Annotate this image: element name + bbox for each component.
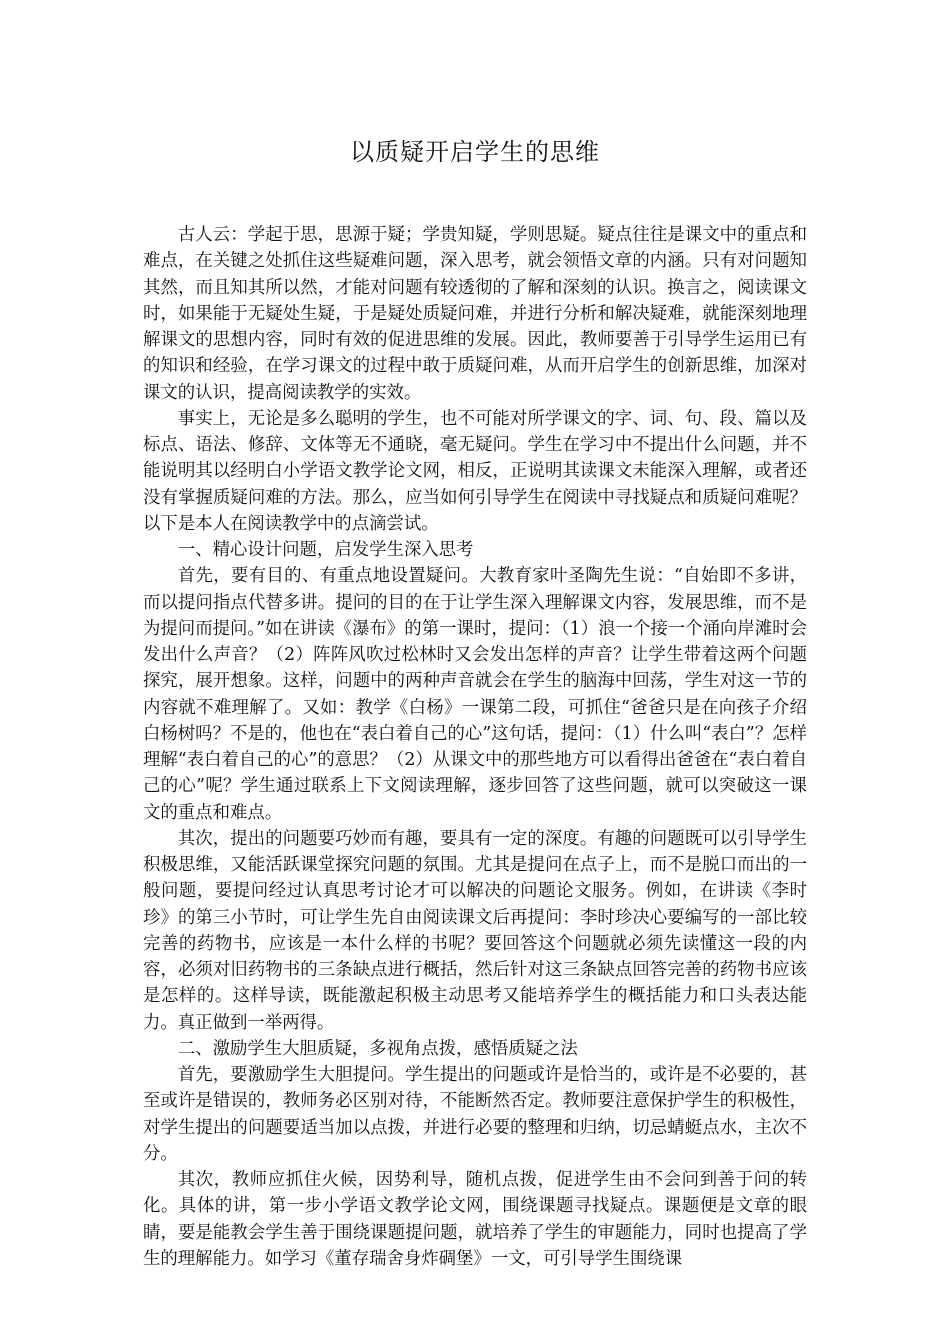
paragraph-fact: 事实上，无论是多么聪明的学生，也不可能对所学课文的字、词、句、段、篇以及标点、语法、修辞、文体等无不通晓，毫无疑问。学生在学习中不提出什么问题，并不能说明其以经明白小学语文教学论文网，相反，正说明其读课文未能深入理解，或者还没有掌握质疑问难的方法。那么，应当如何引导学生在阅读中寻找疑点和质疑问难呢？以下是本人在阅读教学中的点滴尝试。 [143, 408, 807, 534]
paragraph-first-point: 首先，要有目的、有重点地设置疑问。大教育家叶圣陶先生说：“自始即不多讲，而以提问指点代替多讲。提问的目的在于让学生深入理解课文内容，发展思维，而不是为提问而提问。”如在讲读《瀑布》的第一课时，提问：（1）浪一个接一个涌向岸滩时会发出什么声音？（2）阵阵风吹过松林时又会发出怎样的声音？让学生带着这两个问题探究，展开想象。这样，问题中的两种声音就会在学生的脑海中回荡，学生对这一节的内容就不难理解了。又如：教学《白杨》一课第二段，可抓住“爸爸只是在向孩子介绍白杨树吗？不是的，他也在“表白着自己的心”这句话，提问：（1）什么叫“表白”？怎样理解“表白着自己的心”的意思？（2）从课文中的那些地方可以看得出爸爸在“表白着自己的心”呢？学生通过联系上下文阅读理解，逐步回答了这些问题，就可以突破这一课文的重点和难点。 [143, 566, 807, 823]
paragraph-intro: 古人云：学起于思，思源于疑；学贵知疑，学则思疑。疑点往往是课文中的重点和难点，在关键之处抓住这些疑难问题，深入思考，就会领悟文章的内涵。只有对问题知其然，而且知其所以然，才能对问题有较透彻的了解和深刻的认识。换言之，阅读课文时，如果能于无疑处生疑，于是疑处质疑问难，并进行分析和解决疑难，就能深刻地理解课文的思想内容，同时有效的促进思维的发展。因此，教师要善于引导学生运用已有的知识和经验，在学习课文的过程中敢于质疑问难，从而开启学生的创新思维，加深对课文的认识，提高阅读教学的实效。 [143, 225, 807, 403]
document-title: 以质疑开启学生的思维 [350, 138, 600, 166]
section-heading-1: 一、精心设计问题，启发学生深入思考 [177, 540, 474, 560]
section-heading-2: 二、激励学生大胆质疑，多视角点拨，感悟质疑之法 [177, 1038, 578, 1059]
paragraph-guidance: 其次，教师应抓住火候，因势利导，随机点拨，促进学生由不会问到善于问的转化。具体的讲，第一步小学语文教学论文网，围绕课题寻找疑点。课题便是文章的眼睛，要是能教会学生善于围绕课题提问题，就培养了学生的审题能力，同时也提高了学生的理解能力。如学习《董存瑞舍身炸碉堡》一文，可引导学生围绕课 [143, 1170, 807, 1269]
document-body [143, 222, 807, 1272]
paragraph-encourage: 首先，要激励学生大胆提问。学生提出的问题或许是恰当的，或许是不必要的，甚至或许是错误的，教师务必区别对待，不能断然否定。教师要注意保护学生的积极性，对学生提出的问题要适当加以点拨，并进行必要的整理和归纳，切忌蜻蜓点水，主次不分。 [143, 1065, 807, 1164]
paragraph-second-point: 其次，提出的问题要巧妙而有趣，要具有一定的深度。有趣的问题既可以引导学生积极思维，又能活跃课堂探究问题的氛围。尤其是提问在点子上，而不是脱口而出的一般问题，要提问经过认真思考讨论才可以解决的问题论文服务。例如，在讲读《李时珍》的第三小节时，可让学生先自由阅读课文后再提问：李时珍决心要编写的一部比较完善的药物书，应该是一本什么样的书呢？要回答这个问题就必须先读懂这一段的内容，必须对旧药物书的三条缺点进行概括，然后针对这三条缺点回答完善的药物书应该是怎样的。这样导读，既能激起积极主动思考又能培养学生的概括能力和口头表达能力。真正做到一举两得。 [143, 828, 807, 1033]
